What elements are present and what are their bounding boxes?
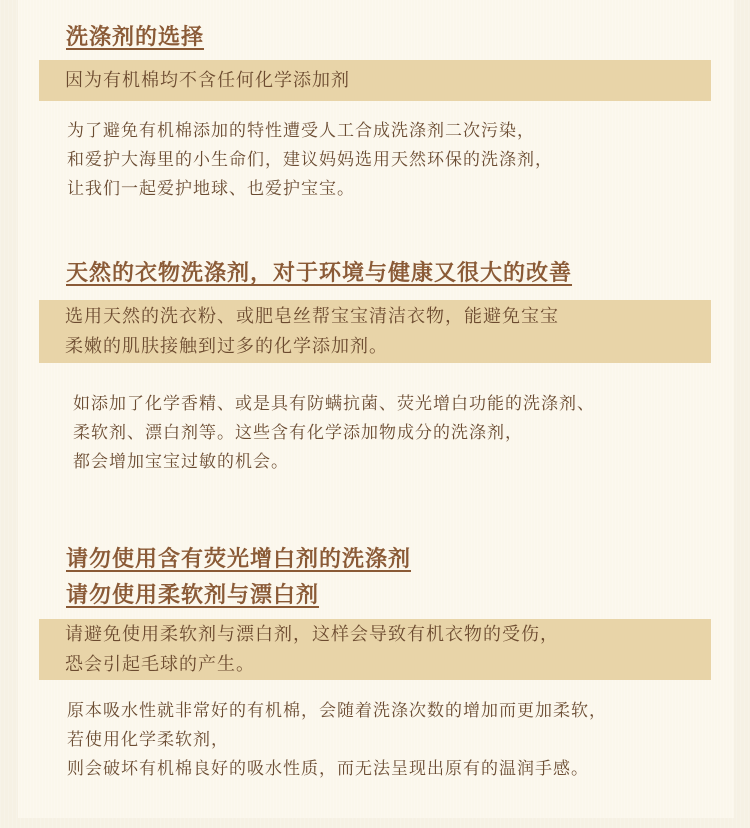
section3-body-line-3: 则会破坏有机棉良好的吸水性质，而无法呈现出原有的温润手感。 [67,759,589,779]
section2-highlight-band [39,300,711,363]
section2-band-line-1: 选用天然的洗衣粉、或肥皂丝帮宝宝清洁衣物，能避免宝宝 [65,306,559,327]
section3-heading-1: 请勿使用含有荧光增白剂的洗涤剂 [66,547,412,572]
section3-body-line-2: 若使用化学柔软剂， [67,730,229,750]
section3-highlight-band [39,619,711,680]
section3-body [67,697,607,784]
section1-body [67,117,553,204]
section2-body-line-3: 都会增加宝宝过敏的机会。 [73,452,289,472]
section3-heading-2: 请勿使用柔软剂与漂白剂 [66,583,320,608]
section3-body-line-1: 原本吸水性就非常好的有机棉，会随着洗涤次数的增加而更加柔软， [67,701,607,721]
section2-body [73,390,595,477]
section2-body-line-2: 柔软剂、漂白剂等。这些含有化学添加物成分的洗涤剂， [73,423,523,443]
section1-body-line-3: 让我们一起爱护地球、也爱护宝宝。 [67,179,355,199]
section3-band-line-1: 请避免使用柔软剂与漂白剂，这样会导致有机衣物的受伤， [65,624,559,645]
section3-band-line-2: 恐会引起毛球的产生。 [65,654,255,675]
section2-band-line-2: 柔嫩的肌肤接触到过多的化学添加剂。 [65,336,388,357]
section1-body-line-2: 和爱护大海里的小生命们，建议妈妈选用天然环保的洗涤剂， [67,150,553,170]
section2-body-line-1: 如添加了化学香精、或是具有防螨抗菌、荧光增白功能的洗涤剂、 [73,394,595,414]
section1-heading: 洗涤剂的选择 [66,25,205,50]
section2-heading: 天然的衣物洗涤剂，对于环境与健康又很大的改善 [66,261,573,286]
section1-band-text: 因为有机棉均不含任何化学添加剂 [65,70,350,91]
section1-highlight-band [39,60,711,101]
section1-body-line-1: 为了避免有机棉添加的特性遭受人工合成洗涤剂二次污染， [67,121,535,141]
